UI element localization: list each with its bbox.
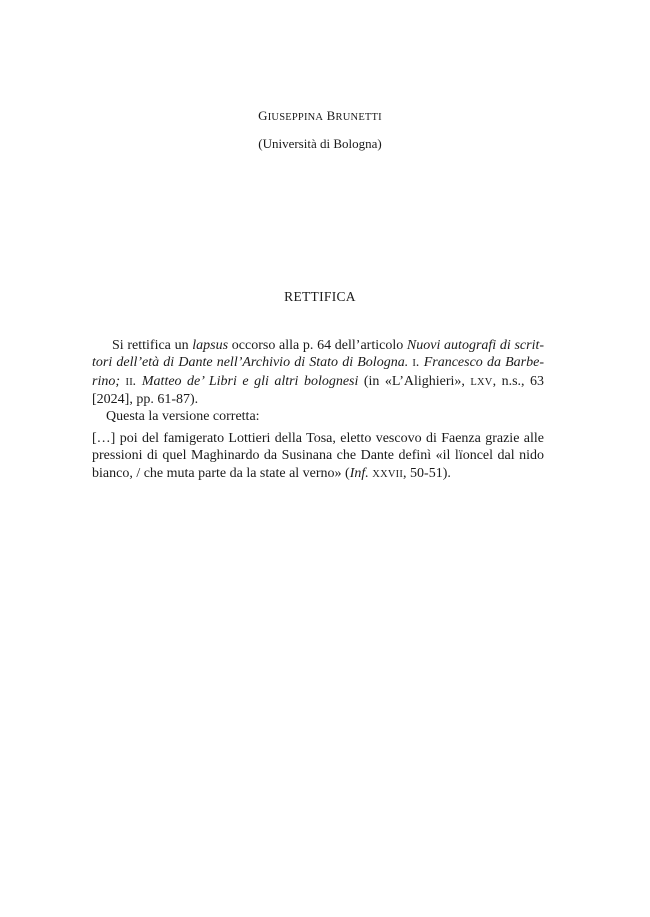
text-line bbox=[92, 354, 544, 372]
text-run: , n.s., 63 bbox=[492, 373, 545, 389]
article-title-run: . Francesco da Barbe- bbox=[416, 355, 545, 371]
text-line: […] poi del famigerato Lottieri della Tosa, eletto vescovo di Faenza grazie alle bbox=[92, 431, 544, 446]
text-line bbox=[92, 373, 544, 391]
article-title-run: rino; bbox=[92, 373, 126, 389]
author-last-rest: RUNETTI bbox=[335, 112, 382, 123]
text-line: pressioni di quel Maghinardo da Susinana che Dante definì «il lïoncel dal nido bbox=[92, 448, 544, 464]
article-title-run: tori dell’età di Dante nell’Archivio di Stato di Bologna. bbox=[92, 355, 413, 371]
text-line: [2024], pp. 61-87). bbox=[92, 391, 199, 407]
text-run: , 50-51). bbox=[403, 465, 451, 481]
article-title-run: Nuovi autografi di scrit- bbox=[406, 338, 545, 353]
author-name bbox=[0, 108, 640, 124]
text-run: occorso alla p. 64 dell’articolo bbox=[228, 338, 407, 353]
author-first-rest: IUSEPPINA bbox=[267, 112, 324, 123]
text-run: Si rettifica un bbox=[112, 338, 193, 353]
text-line bbox=[92, 337, 544, 354]
text-run: bianco, / che muta parte da la state al verno» ( bbox=[92, 465, 350, 481]
text-run: (in «L’Alighieri», bbox=[358, 373, 471, 389]
corrected-quote-paragraph bbox=[92, 430, 544, 483]
small-caps-run: I bbox=[412, 358, 417, 370]
italic-run: lapsus bbox=[192, 338, 229, 353]
article-title-run: . Matteo de’ Libri e gli altri bolognesi bbox=[132, 373, 359, 389]
small-caps-run: XXVII bbox=[372, 468, 404, 480]
author-affiliation: (Università di Bologna) bbox=[258, 136, 382, 151]
correction-paragraph bbox=[92, 337, 544, 425]
text-line bbox=[92, 465, 544, 483]
text-line: Questa la versione corretta: bbox=[106, 409, 260, 425]
author-first-initial: G bbox=[258, 108, 268, 123]
small-caps-run: II bbox=[125, 376, 133, 388]
author-last-initial: B bbox=[326, 108, 336, 123]
small-caps-run: LXV bbox=[470, 376, 493, 388]
section-title: RETTIFICA bbox=[284, 289, 356, 304]
italic-run: Inf. bbox=[349, 465, 369, 481]
